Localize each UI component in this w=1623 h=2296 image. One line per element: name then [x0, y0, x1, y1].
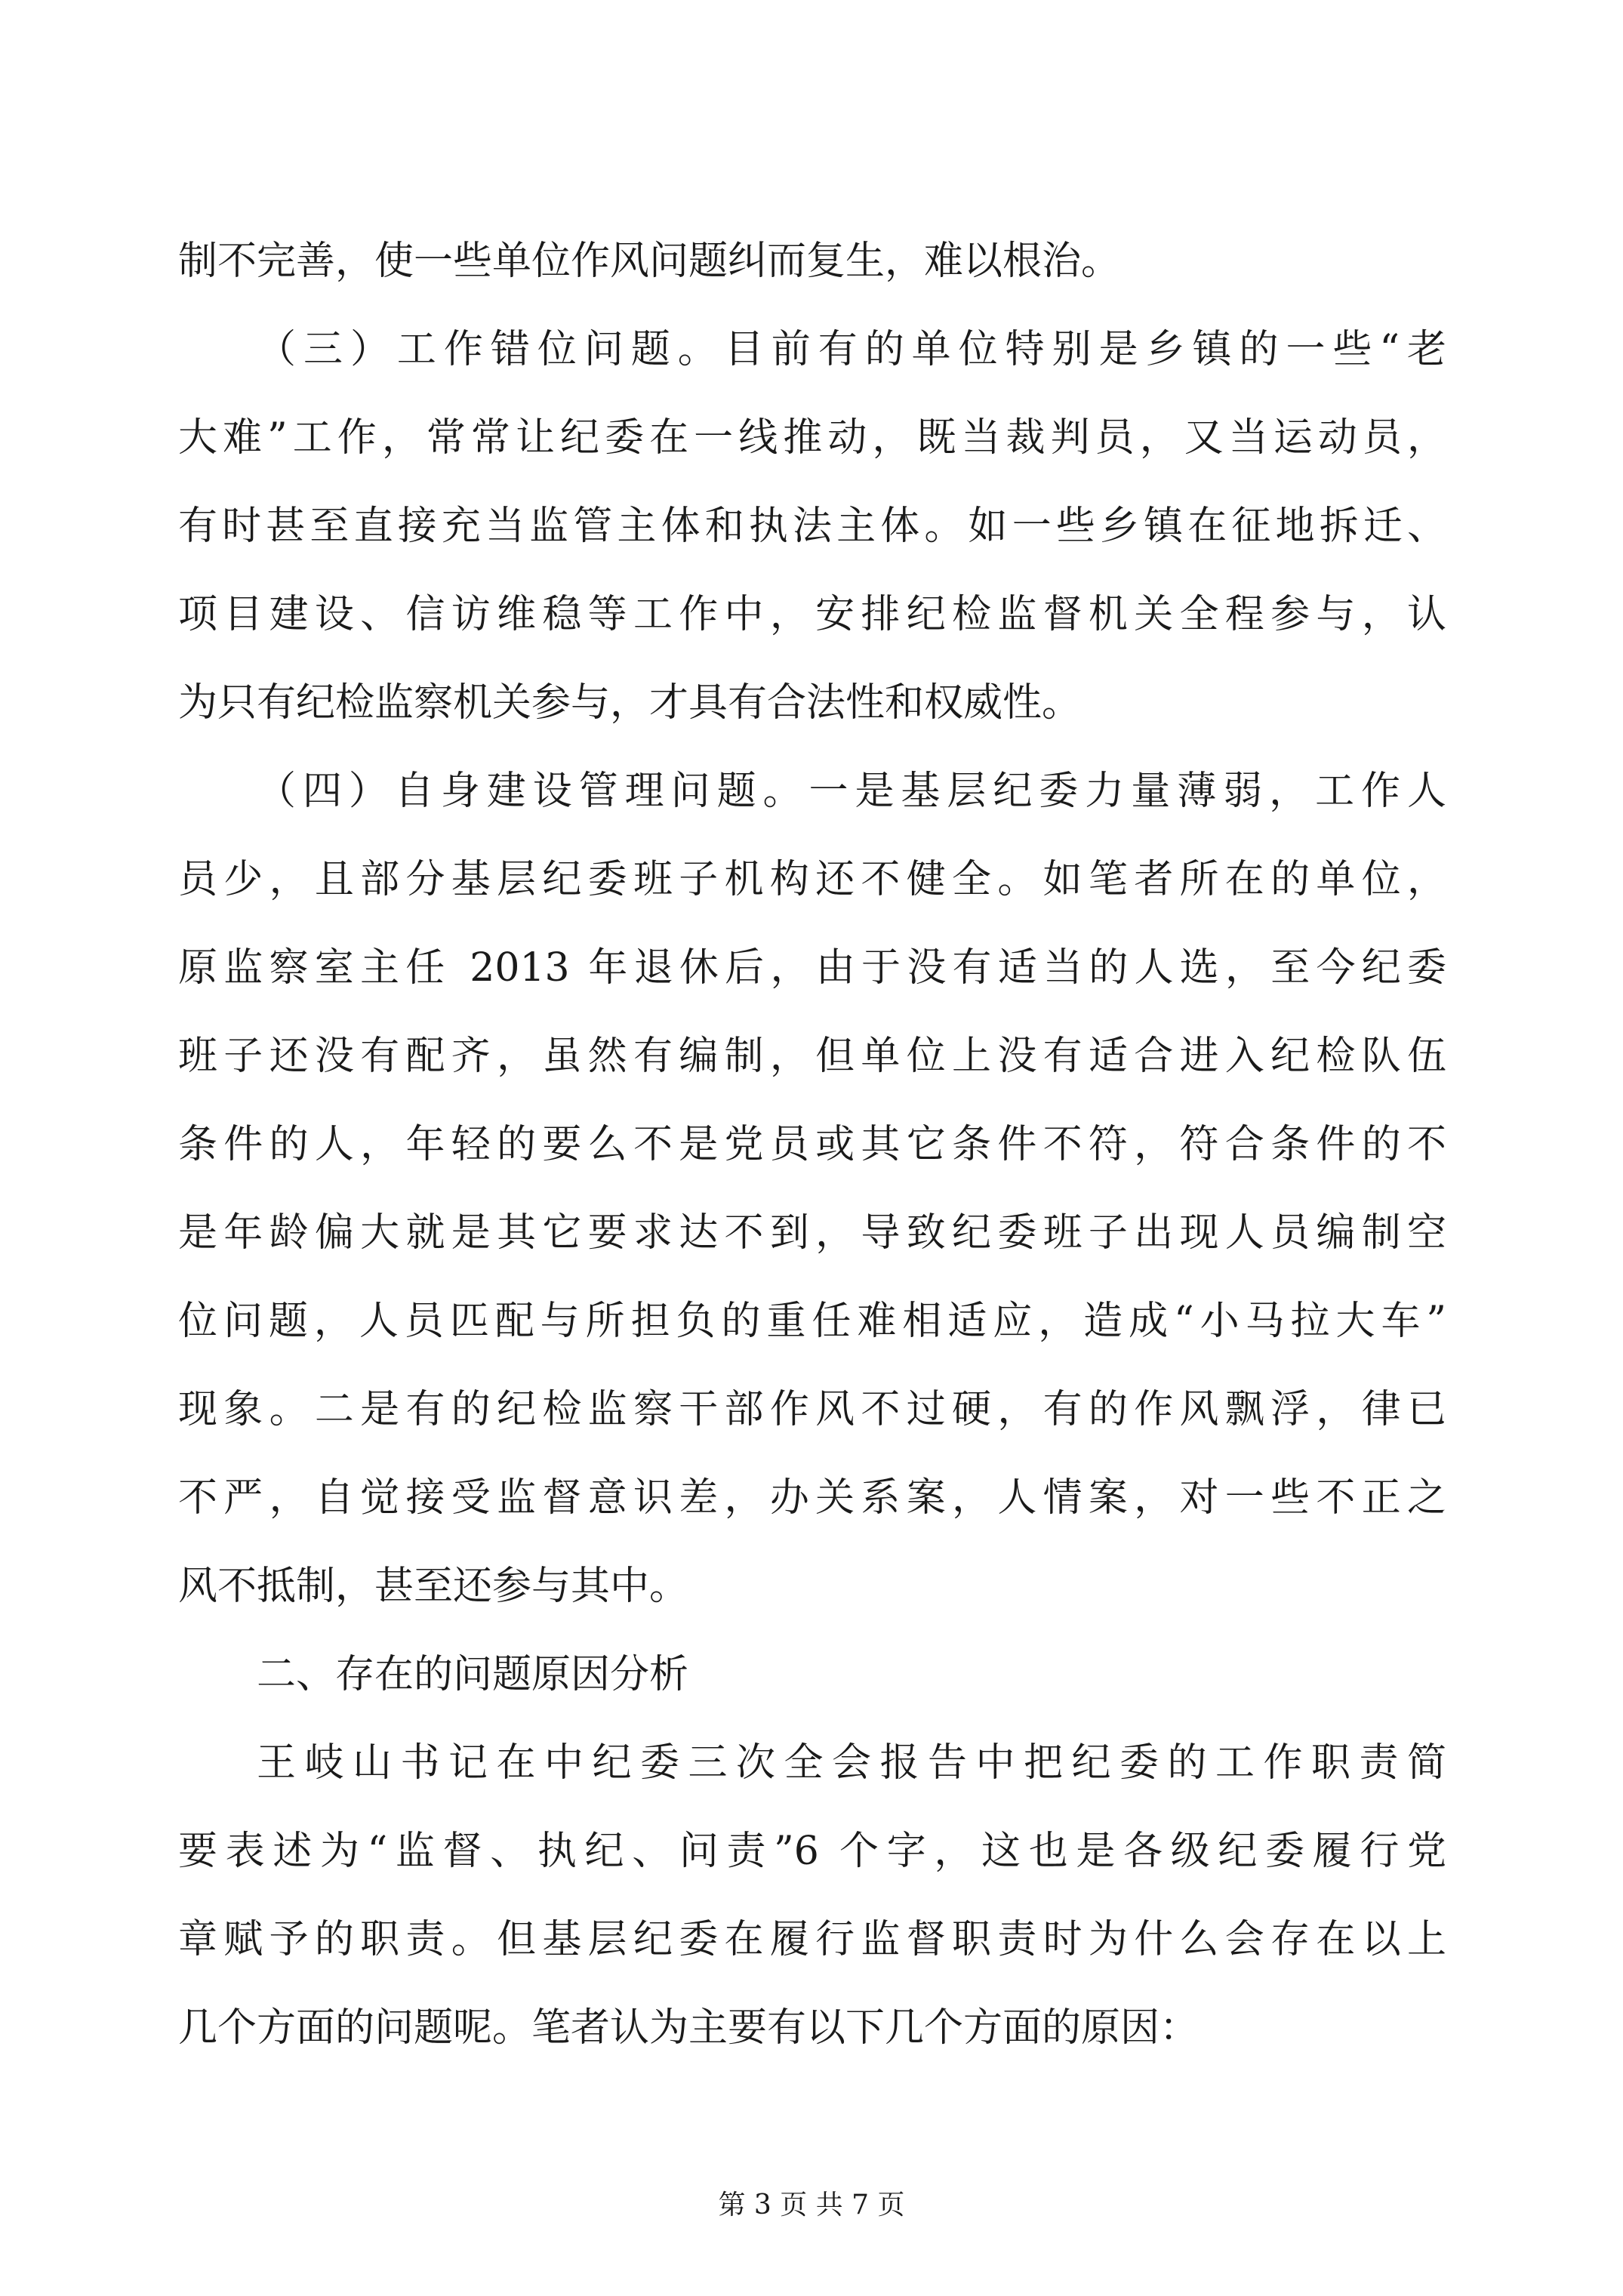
paragraph-line: 项目建设、信访维稳等工作中，安排纪检监督机关全程参与，认 — [178, 592, 1446, 637]
paragraph-line: （四）自身建设管理问题。一是基层纪委力量薄弱，工作人 — [257, 769, 1446, 814]
paragraph-line: 章赋予的职责。但基层纪委在履行监督职责时为什么会存在以上 — [178, 1917, 1446, 1962]
paragraph-line: 几个方面的问题呢。笔者认为主要有以下几个方面的原因： — [178, 2005, 1200, 2051]
paragraph-line: 王岐山书记在中纪委三次全会报告中把纪委的工作职责简 — [257, 1740, 1446, 1786]
paragraph-line: 员少，且部分基层纪委班子机构还不健全。如笔者所在的单位， — [178, 857, 1446, 902]
paragraph-line: 现象。二是有的纪检监察干部作风不过硬，有的作风飘浮，律已 — [178, 1387, 1446, 1432]
paragraph-line: 风不抵制，甚至还参与其中。 — [178, 1564, 689, 1609]
paragraph-line: 有时甚至直接充当监管主体和执法主体。如一些乡镇在征地拆迁、 — [178, 504, 1446, 549]
paragraph-line: 位问题，人员匹配与所担负的重任难相适应，造成“小马拉大车” — [178, 1299, 1446, 1344]
paragraph-line: 原监察室主任 2013 年退休后，由于没有适当的人选，至今纪委 — [178, 945, 1446, 991]
document-body — [178, 217, 1446, 2073]
paragraph-line: 为只有纪检监察机关参与，才具有合法性和权威性。 — [178, 680, 1082, 726]
paragraph-line: 是年龄偏大就是其它要求达不到，导致纪委班子出现人员编制空 — [178, 1210, 1446, 1256]
paragraph-line: 条件的人，年轻的要么不是党员或其它条件不符，符合条件的不 — [178, 1122, 1446, 1167]
page-footer: 第 3 页 共 7 页 — [718, 2190, 905, 2220]
section-heading: 二、存在的问题原因分析 — [257, 1652, 689, 1697]
paragraph-line: 大难”工作，常常让纪委在一线推动，既当裁判员，又当运动员， — [178, 415, 1446, 461]
paragraph-line: 不严，自觉接受监督意识差，办关系案，人情案，对一些不正之 — [178, 1475, 1446, 1521]
paragraph-line: 要表述为“监督、执纪、问责”6 个字，这也是各级纪委履行党 — [178, 1829, 1446, 1874]
paragraph-line: （三）工作错位问题。目前有的单位特别是乡镇的一些“老 — [257, 327, 1446, 372]
paragraph-line: 班子还没有配齐，虽然有编制，但单位上没有适合进入纪检队伍 — [178, 1034, 1446, 1079]
paragraph-line: 制不完善，使一些单位作风问题纠而复生，难以根治。 — [178, 239, 1121, 284]
